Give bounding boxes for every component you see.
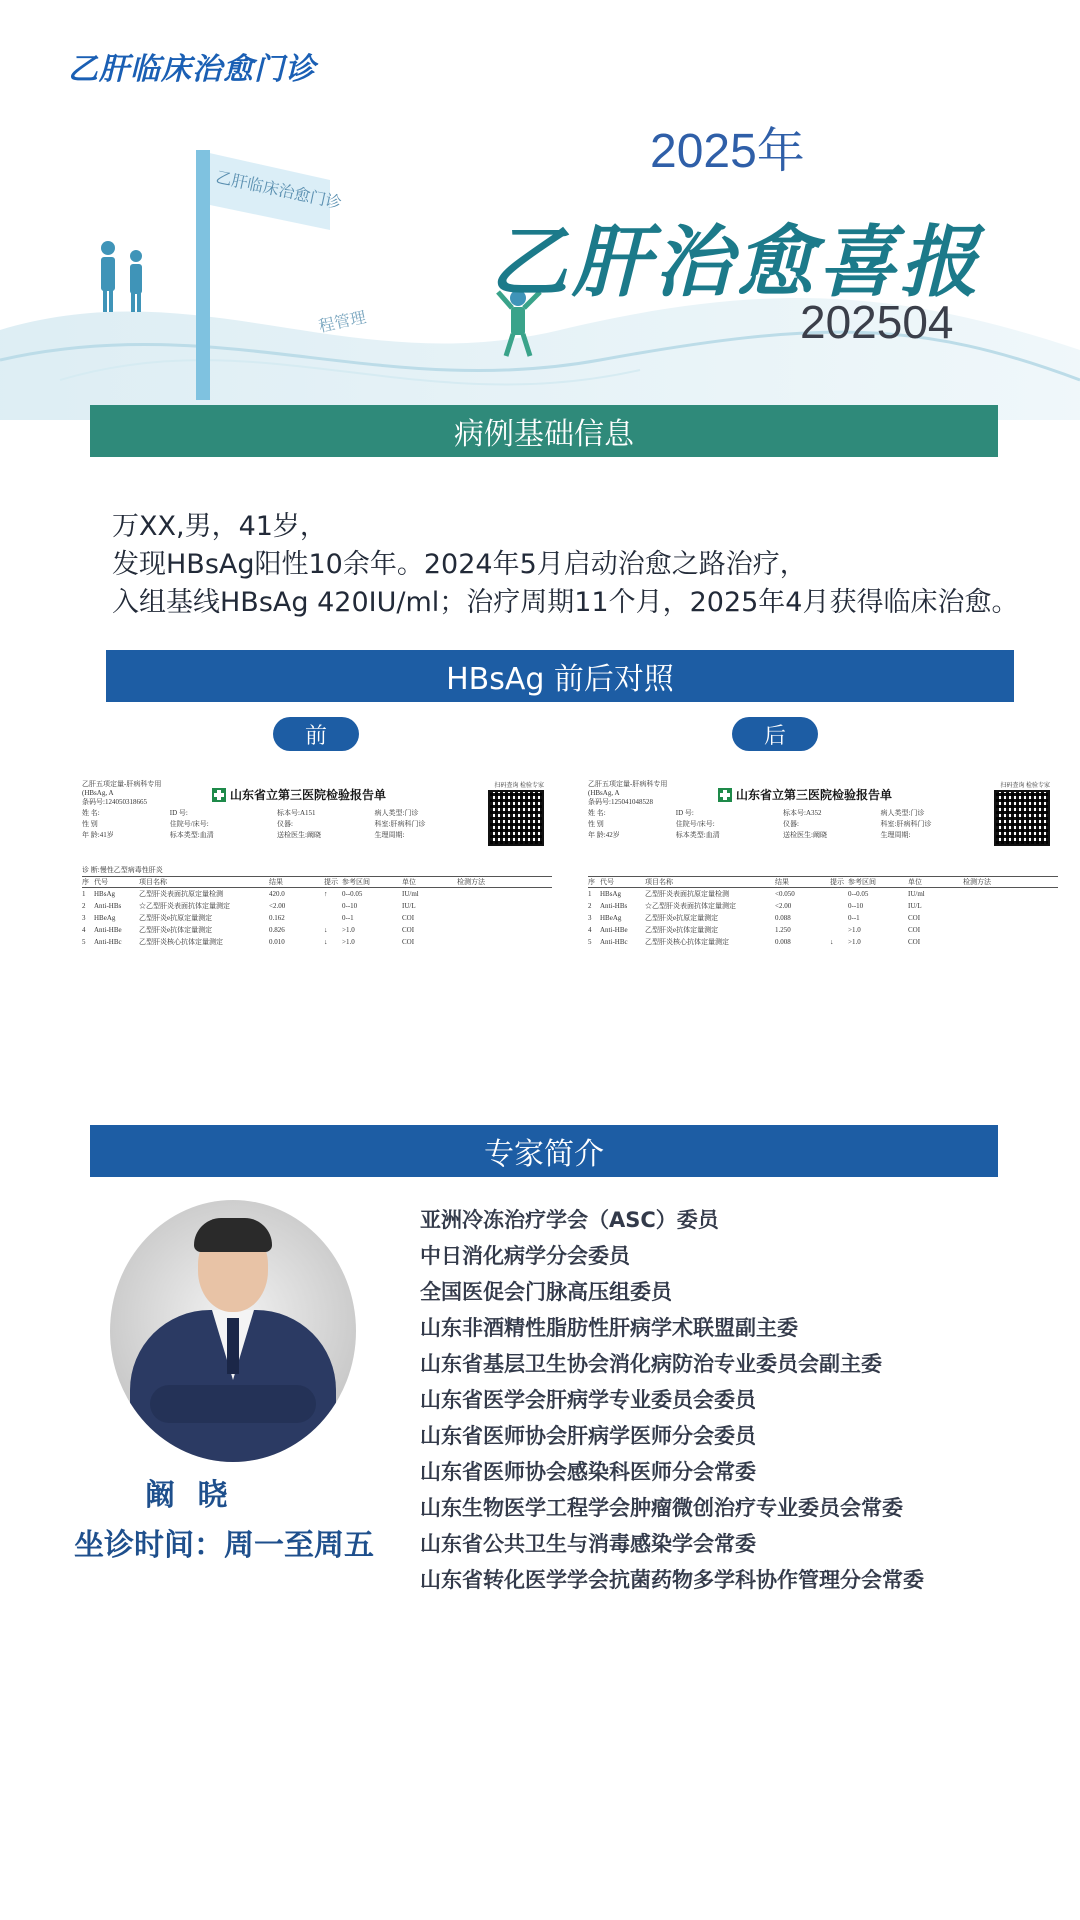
section-bar-expert: 专家简介 xyxy=(90,1125,998,1177)
report-column-header: 结果 xyxy=(775,878,789,886)
table-cell: HBsAg xyxy=(94,890,116,898)
table-cell: 0.008 xyxy=(775,938,791,946)
table-cell: Anti-HBe xyxy=(600,926,628,934)
report-meta-field: 标本号:A352 xyxy=(783,809,822,817)
expert-title-item: 全国医促会门脉高压组委员 xyxy=(420,1280,672,1304)
table-cell: <2.00 xyxy=(775,902,792,910)
case-line: 入组基线HBsAg 420IU/ml；治疗周期11个月，2025年4月获得临床治愈。 xyxy=(112,587,1019,618)
table-row xyxy=(588,912,1058,924)
section-bar-case: 病例基础信息 xyxy=(90,405,998,457)
table-cell: ☆乙型肝炎表面抗体定量测定 xyxy=(139,902,230,910)
qr-label: 扫码查询 检验专家 xyxy=(494,783,544,789)
table-cell: 乙型肝炎e抗原定量测定 xyxy=(645,914,719,922)
table-cell: COI xyxy=(908,938,921,946)
table-cell: Anti-HBc xyxy=(94,938,122,946)
expert-title-item: 山东省医师协会感染科医师分会常委 xyxy=(420,1460,756,1484)
report-subcategory: (HBsAg, A xyxy=(588,789,620,797)
table-cell: 乙型肝炎e抗体定量测定 xyxy=(645,926,719,934)
hospital-cross-icon xyxy=(212,788,226,802)
report-meta-row xyxy=(588,819,978,830)
table-cell: HBsAg xyxy=(600,890,622,898)
table-row xyxy=(588,900,1058,912)
report-meta-field: 标本类型:血清 xyxy=(675,831,720,839)
hospital-cross-icon xyxy=(718,788,732,802)
report-title: 山东省立第三医院检验报告单 xyxy=(212,786,386,803)
table-cell: 2 xyxy=(82,902,86,910)
table-row xyxy=(588,888,1058,900)
report-subcategory: (HBsAg, A xyxy=(82,789,114,797)
table-cell: >1.0 xyxy=(342,938,355,946)
table-cell: 乙型肝炎表面抗原定量检测 xyxy=(139,890,223,898)
table-row xyxy=(588,936,1058,948)
table-cell: <0.050 xyxy=(775,890,795,898)
report-column-header: 项目名称 xyxy=(139,878,167,886)
report-meta-row xyxy=(82,808,472,819)
table-cell: 0--1 xyxy=(848,914,860,922)
table-cell: 4 xyxy=(588,926,592,934)
report-meta-row xyxy=(588,830,978,841)
table-cell: COI xyxy=(908,926,921,934)
report-column-header: 提示 xyxy=(324,878,338,886)
report-barcode-number: 条码号:125041048528 xyxy=(588,798,653,806)
after-label: 后 xyxy=(732,717,818,751)
report-column-header: 参考区间 xyxy=(848,878,876,886)
table-cell: 乙型肝炎核心抗体定量测定 xyxy=(139,938,223,946)
table-cell: 0.826 xyxy=(269,926,285,934)
table-cell: 乙型肝炎表面抗原定量检测 xyxy=(645,890,729,898)
case-description xyxy=(112,508,1019,622)
qr-label: 扫码查询 检验专家 xyxy=(1000,783,1050,789)
report-meta-field: ID 号: xyxy=(169,809,188,817)
report-diagnosis: 诊 断:慢性乙型病毒性肝炎 xyxy=(82,866,163,874)
report-code: 202504 xyxy=(800,296,954,348)
table-cell: 0--1 xyxy=(342,914,354,922)
expert-title-item: 山东省转化医学学会抗菌药物多学科协作管理分会常委 xyxy=(420,1568,924,1592)
report-column-header: 代号 xyxy=(94,878,108,886)
expert-title-item: 山东省医师协会肝病学医师分会委员 xyxy=(420,1424,756,1448)
report-meta xyxy=(588,808,978,841)
table-cell: Anti-HBs xyxy=(600,902,628,910)
report-meta-row xyxy=(82,830,472,841)
table-cell: 2 xyxy=(588,902,592,910)
table-cell: 1 xyxy=(82,890,86,898)
report-meta-field: 送检医生:阚晓 xyxy=(783,831,827,839)
report-meta-field: 性 别 xyxy=(588,820,604,828)
clinic-logo: 乙肝临床治愈门诊 xyxy=(68,52,316,87)
report-meta-field: 住院号/床号: xyxy=(169,820,209,828)
report-meta-field: 年 龄:41岁 xyxy=(82,831,114,839)
report-meta xyxy=(82,808,472,841)
expert-titles-list xyxy=(420,1202,924,1598)
report-header-left xyxy=(82,780,161,807)
expert-title-item: 山东生物医学工程学会肿瘤微创治疗专业委员会常委 xyxy=(420,1496,903,1520)
report-meta-field: 仪器: xyxy=(277,820,293,828)
table-cell: HBeAg xyxy=(94,914,116,922)
report-column-header: 检测方法 xyxy=(457,878,485,886)
report-barcode-number: 条码号:124050318665 xyxy=(82,798,147,806)
table-cell: Anti-HBs xyxy=(94,902,122,910)
qr-code-icon xyxy=(994,790,1050,846)
expert-title-item: 山东省公共卫生与消毒感染学会常委 xyxy=(420,1532,756,1556)
report-table xyxy=(588,876,1058,948)
table-cell: 1.250 xyxy=(775,926,791,934)
hero-floor-sign: 程管理 xyxy=(316,307,368,336)
table-row xyxy=(82,912,552,924)
report-title: 山东省立第三医院检验报告单 xyxy=(718,786,892,803)
table-cell: 0.162 xyxy=(269,914,285,922)
expert-name: 阚 晓 xyxy=(145,1478,234,1513)
table-cell: COI xyxy=(402,926,415,934)
qr-code-icon xyxy=(488,790,544,846)
table-cell: COI xyxy=(402,938,415,946)
expert-title-item: 山东省基层卫生协会消化病防治专业委员会副主委 xyxy=(420,1352,882,1376)
report-column-header: 序 xyxy=(82,878,89,886)
table-cell: 0--10 xyxy=(342,902,358,910)
table-cell: HBeAg xyxy=(600,914,622,922)
table-cell: 0.010 xyxy=(269,938,285,946)
page-title: 乙肝治愈喜报 xyxy=(490,218,983,308)
table-cell: Anti-HBc xyxy=(600,938,628,946)
report-year: 2025年 xyxy=(650,125,805,178)
report-meta-row xyxy=(82,819,472,830)
report-meta-field: 病人类型:门诊 xyxy=(880,809,925,817)
table-cell: 乙型肝炎e抗原定量测定 xyxy=(139,914,213,922)
case-line: 发现HBsAg阳性10余年。2024年5月启动治愈之路治疗， xyxy=(112,549,807,580)
table-cell: 3 xyxy=(588,914,592,922)
report-meta-field: 科室:肝病科门诊 xyxy=(374,820,426,828)
case-line: 万XX,男，41岁， xyxy=(112,511,327,542)
expert-avatar xyxy=(110,1200,356,1462)
table-cell: ☆乙型肝炎表面抗体定量测定 xyxy=(645,902,736,910)
report-table-header xyxy=(82,876,552,888)
report-table-header xyxy=(588,876,1058,888)
report-table xyxy=(82,876,552,948)
report-column-header: 检测方法 xyxy=(963,878,991,886)
report-meta-field: 姓 名: xyxy=(82,809,100,817)
report-column-header: 项目名称 xyxy=(645,878,673,886)
hero-door-sign: 乙肝临床治愈门诊 xyxy=(214,167,344,213)
section-bar-compare: HBsAg 前后对照 xyxy=(106,650,1014,702)
report-meta-field: 标本号:A151 xyxy=(277,809,316,817)
before-label: 前 xyxy=(273,717,359,751)
expert-title-item: 亚洲冷冻治疗学会（ASC）委员 xyxy=(420,1208,719,1232)
report-meta-field: 科室:肝病科门诊 xyxy=(880,820,932,828)
table-cell: IU/L xyxy=(908,902,922,910)
table-cell: >1.0 xyxy=(848,926,861,934)
report-meta-field: 送检医生:阚晓 xyxy=(277,831,321,839)
table-cell: 乙型肝炎核心抗体定量测定 xyxy=(645,938,729,946)
report-meta-field: ID 号: xyxy=(675,809,694,817)
table-cell: 0--10 xyxy=(848,902,864,910)
report-meta-field: 生理周期: xyxy=(374,831,405,839)
expert-title-item: 山东省医学会肝病学专业委员会委员 xyxy=(420,1388,756,1412)
report-meta-row xyxy=(588,808,978,819)
table-cell: ↓ xyxy=(830,938,834,946)
report-meta-field: 性 别 xyxy=(82,820,98,828)
table-cell: 4 xyxy=(82,926,86,934)
report-column-header: 代号 xyxy=(600,878,614,886)
table-cell: 0.088 xyxy=(775,914,791,922)
table-row xyxy=(82,888,552,900)
table-row xyxy=(82,936,552,948)
expert-title-item: 中日消化病学分会委员 xyxy=(420,1244,630,1268)
table-cell: <2.00 xyxy=(269,902,286,910)
table-cell: >1.0 xyxy=(848,938,861,946)
table-cell: IU/L xyxy=(402,902,416,910)
table-cell: COI xyxy=(908,914,921,922)
table-cell: IU/ml xyxy=(402,890,419,898)
lab-report-before xyxy=(82,780,552,955)
report-column-header: 单位 xyxy=(402,878,416,886)
report-meta-field: 生理周期: xyxy=(880,831,911,839)
table-cell: 3 xyxy=(82,914,86,922)
table-row xyxy=(82,924,552,936)
table-cell: 0--0.05 xyxy=(342,890,363,898)
report-column-header: 提示 xyxy=(830,878,844,886)
table-cell: ↓ xyxy=(324,926,328,934)
report-column-header: 结果 xyxy=(269,878,283,886)
table-cell: ↑ xyxy=(324,890,328,898)
table-cell: ↓ xyxy=(324,938,328,946)
table-cell: 1 xyxy=(588,890,592,898)
report-column-header: 参考区间 xyxy=(342,878,370,886)
table-cell: Anti-HBe xyxy=(94,926,122,934)
report-meta-field: 仪器: xyxy=(783,820,799,828)
lab-report-after xyxy=(588,780,1058,955)
report-column-header: 序 xyxy=(588,878,595,886)
table-cell: 5 xyxy=(82,938,86,946)
report-header-left xyxy=(588,780,667,807)
table-cell: 5 xyxy=(588,938,592,946)
report-meta-field: 年 龄:42岁 xyxy=(588,831,620,839)
table-row xyxy=(588,924,1058,936)
report-column-header: 单位 xyxy=(908,878,922,886)
report-meta-field: 标本类型:血清 xyxy=(169,831,214,839)
expert-title-item: 山东非酒精性脂肪性肝病学术联盟副主委 xyxy=(420,1316,798,1340)
table-cell: 乙型肝炎e抗体定量测定 xyxy=(139,926,213,934)
table-cell: 0--0.05 xyxy=(848,890,869,898)
report-meta-field: 姓 名: xyxy=(588,809,606,817)
clinic-schedule: 坐诊时间：周一至周五 xyxy=(74,1528,374,1563)
report-category: 乙肝五项定量-肝病科专用 xyxy=(82,780,162,788)
table-cell: IU/ml xyxy=(908,890,925,898)
report-meta-field: 病人类型:门诊 xyxy=(374,809,419,817)
report-category: 乙肝五项定量-肝病科专用 xyxy=(588,780,668,788)
table-cell: 420.0 xyxy=(269,890,285,898)
table-row xyxy=(82,900,552,912)
report-meta-field: 住院号/床号: xyxy=(675,820,715,828)
table-cell: COI xyxy=(402,914,415,922)
table-cell: >1.0 xyxy=(342,926,355,934)
